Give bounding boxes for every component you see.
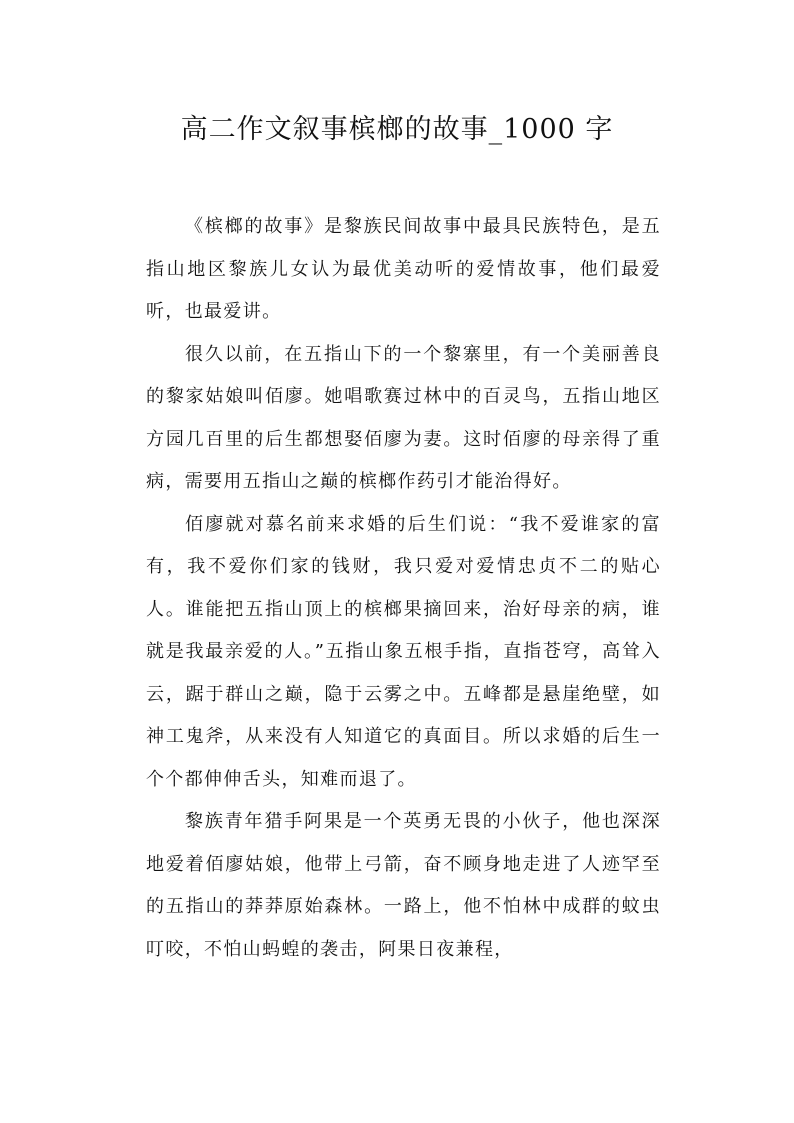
document-body bbox=[146, 206, 661, 971]
paragraph-3: 佰廖就对慕名前来求婚的后生们说：“我不爱谁家的富有，我不爱你们家的钱财，我只爱对爱情忠贞不二的贴心人。谁能把五指山顶上的槟榔果摘回来，治好母亲的病，谁就是我最亲爱的人。”五指山象五根手指，直指苍穹，高耸入云，踞于群山之巅，隐于云雾之中。五峰都是悬崖绝壁，如神工鬼斧，从来没有人知道它的真面目。所以求婚的后生一个个都伸伸舌头，知难而退了。 bbox=[146, 513, 661, 790]
paragraph-2: 很久以前，在五指山下的一个黎寨里，有一个美丽善良的黎家姑娘叫佰廖。她唱歌赛过林中的百灵鸟，五指山地区方园几百里的后生都想娶佰廖为妻。这时佰廖的母亲得了重病，需要用五指山之巅的槟榔作药引才能治得好。 bbox=[146, 343, 661, 492]
paragraph-4: 黎族青年猎手阿果是一个英勇无畏的小伙子，他也深深地爱着佰廖姑娘，他带上弓箭，奋不顾身地走进了人迹罕至的五指山的莽莽原始森林。一路上，他不怕林中成群的蚊虫叮咬，不怕山蚂蝗的袭击，阿果日夜兼程， bbox=[146, 811, 661, 960]
document-title: 高二作文叙事槟榔的故事_1000 字 bbox=[180, 114, 614, 145]
paragraph-1: 《槟榔的故事》是黎族民间故事中最具民族特色，是五指山地区黎族儿女认为最优美动听的爱情故事，他们最爱听，也最爱讲。 bbox=[146, 216, 661, 322]
